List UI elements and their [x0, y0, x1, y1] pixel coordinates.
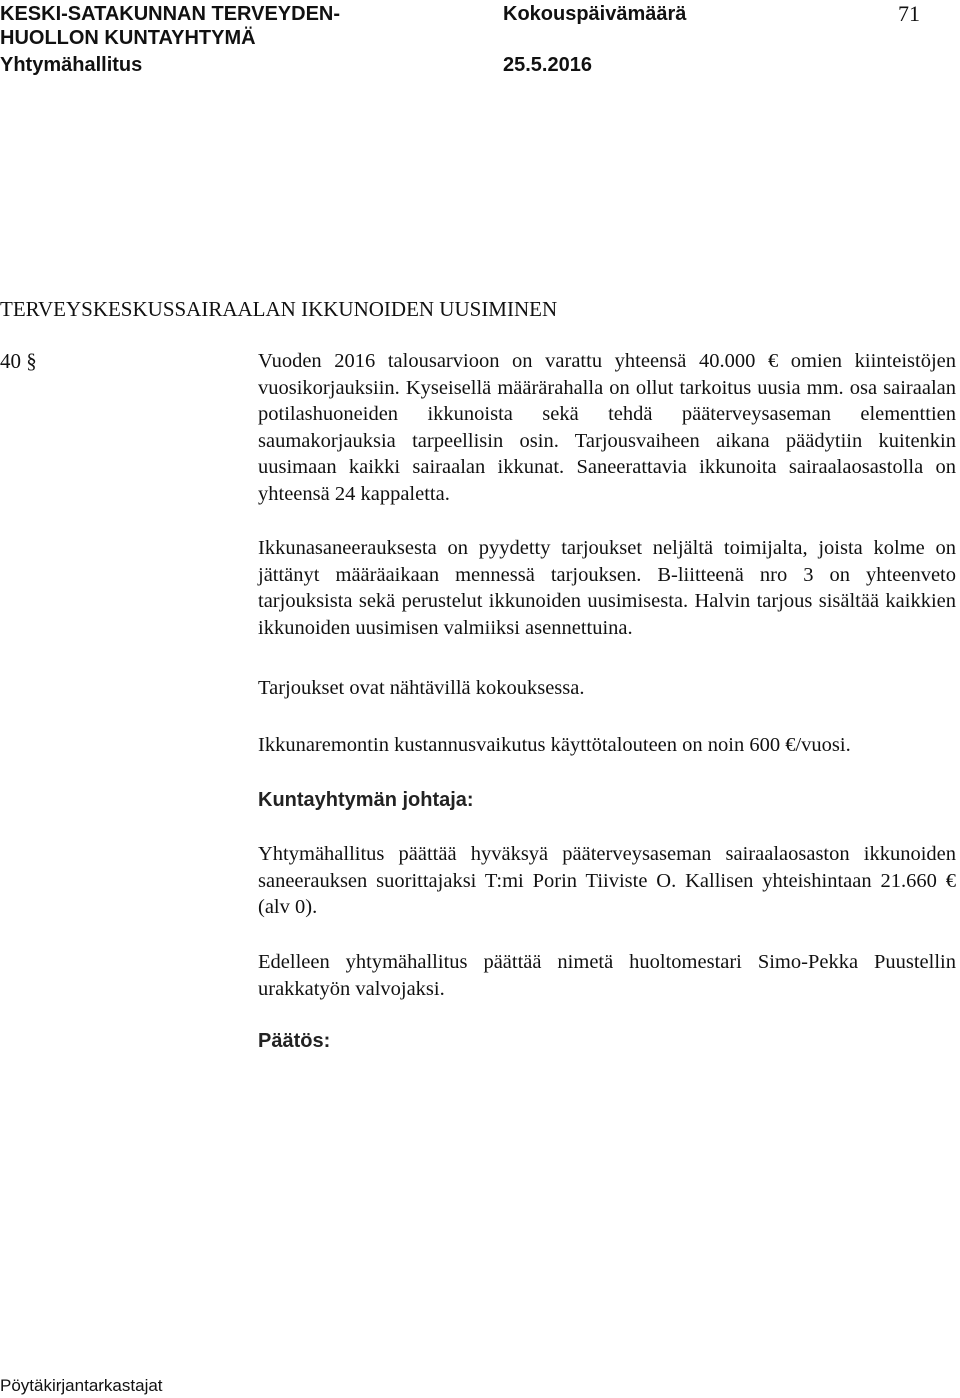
decision-heading: Päätös: — [258, 1030, 331, 1052]
organization-name-line2: HUOLLON KUNTAYHTYMÄ — [0, 27, 256, 49]
paragraph-cost-impact: Ikkunaremontin kustannusvaikutus käyttötalouteen on noin 600 €/vuosi. — [258, 734, 851, 756]
meeting-date-label: Kokouspäivämäärä — [503, 3, 687, 25]
proposal-paragraph-contractor: Yhtymähallitus päättää hyväksyä pääterveysaseman sairaalaosaston ikkunoiden saneerauksen suorittajaksi T:mi Porin Tiiviste O. Kallisen yhteishintaan 21.660 € (alv 0). — [258, 843, 956, 918]
paragraph-budget: Vuoden 2016 talousarvioon on varattu yhteensä 40.000 € omien kiinteistöjen vuosikorjauksiin. Kyseisellä määrärahalla on ollut tarkoitus uusia mm. osa sairaalan potilashuoneiden ikkunoista sekä tehdä pääterveysaseman elementtien saumakorjauksia tarpeellisin osin. Tarjousvaiheen aikana päädytiin kuitenkin uusimaan kaikki sairaalan ikkunat. Saneerattavia ikkunoita sairaalaosastolla on yhteensä 24 kappaletta. — [258, 350, 956, 505]
paragraph-tenders: Ikkunasaneerauksesta on pyydetty tarjoukset neljältä toimijalta, joista kolme on jättänyt määräaikaan mennessä tarjouksen. B-liitteenä nro 3 on yhteenveto tarjouksista sekä perustelut ikkunoiden uusimisesta. Halvin tarjous sisältää kaikkien ikkunoiden uusimisen valmiiksi asennettuina. — [258, 537, 956, 639]
footer-minutes-checkers: Pöytäkirjantarkastajat — [0, 1376, 163, 1395]
proposal-heading: Kuntayhtymän johtaja: — [258, 789, 474, 811]
page-number: 71 — [898, 1, 920, 26]
item-number: 40 § — [0, 349, 37, 373]
board-name: Yhtymähallitus — [0, 54, 143, 76]
page-header — [0, 0, 960, 90]
meeting-date: 25.5.2016 — [503, 54, 592, 76]
paragraph-tenders-available: Tarjoukset ovat nähtävillä kokouksessa. — [258, 677, 585, 699]
organization-name-line1: KESKI-SATAKUNNAN TERVEYDEN- — [0, 3, 341, 25]
proposal-paragraph-supervisor: Edelleen yhtymähallitus päättää nimetä huoltomestari Simo-Pekka Puustellin urakkatyön valvojaksi. — [258, 951, 956, 1000]
section-title: TERVEYSKESKUSSAIRAALAN IKKUNOIDEN UUSIMINEN — [0, 297, 558, 321]
